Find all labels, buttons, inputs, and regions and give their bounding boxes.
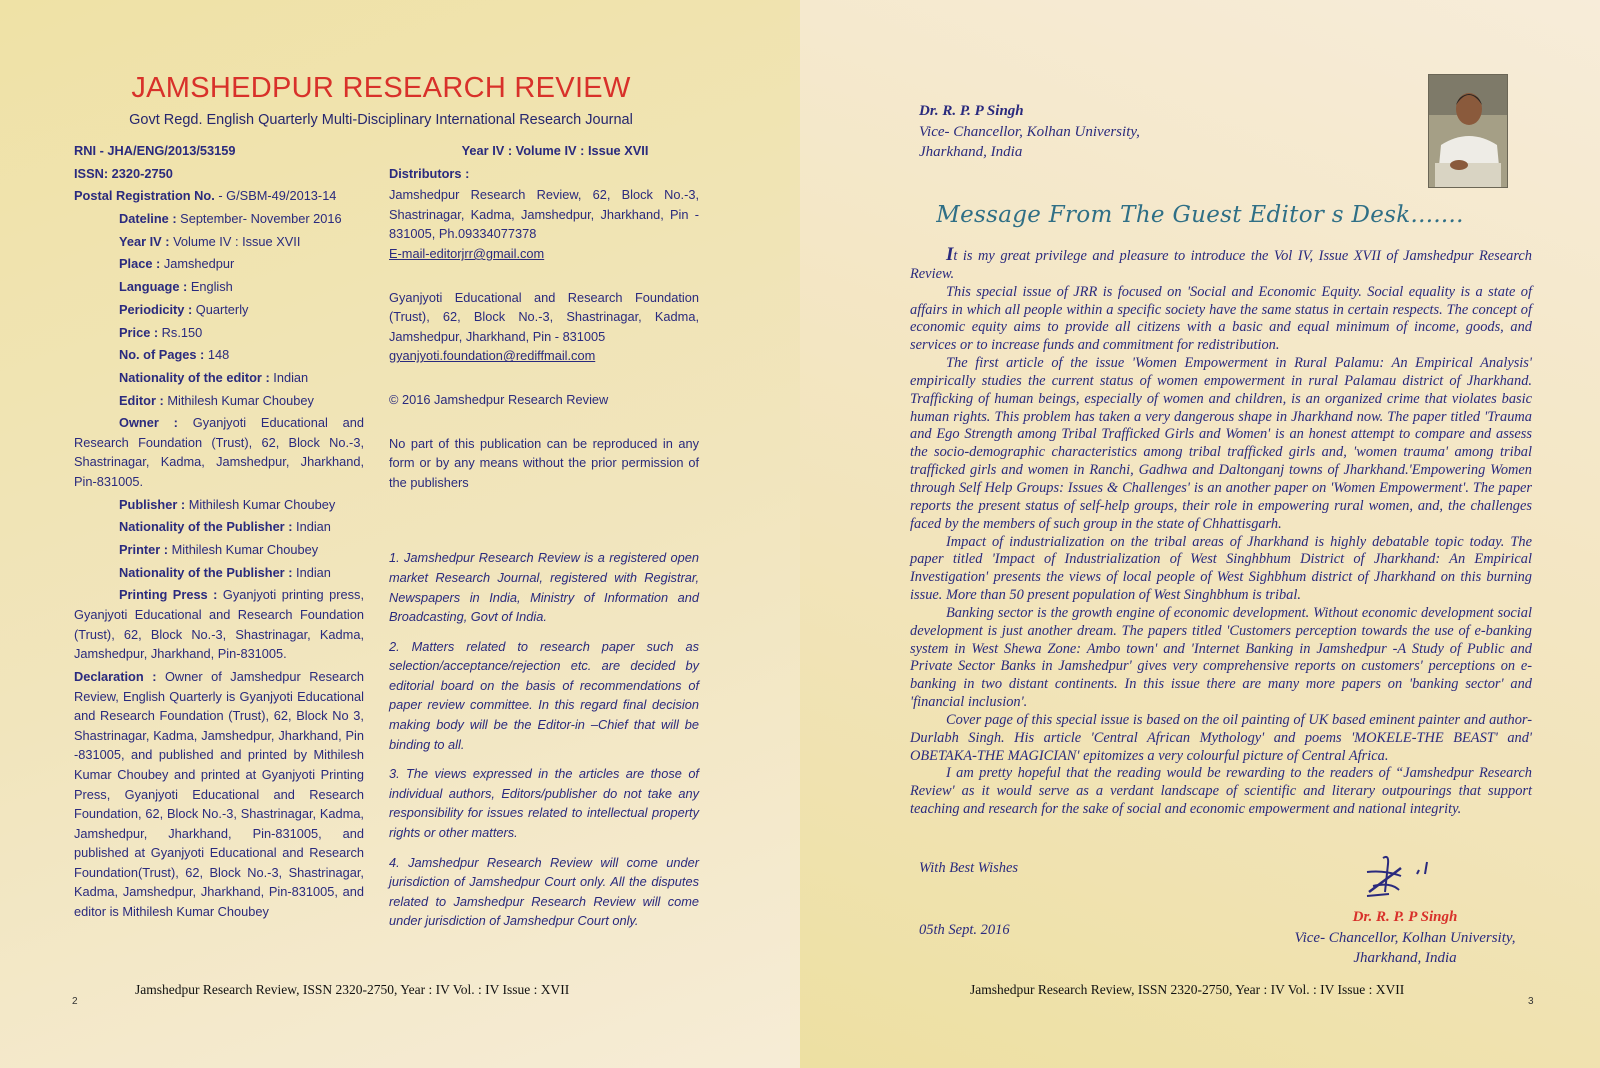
- publisher-nationality-2: Nationality of the Publisher : Indian: [119, 564, 331, 580]
- editor-nationality: Nationality of the editor : Indian: [119, 369, 309, 385]
- foundation-email[interactable]: gyanjyoti.foundation@rediffmail.com: [389, 348, 596, 364]
- distributor-address: Jamshedpur Research Review, 62, Block No.-3, Shastrinagar, Kadma, Jamshedpur, Jharkhand, Pin - 831005, Ph.09334077378: [389, 187, 699, 242]
- message-paragraph: I am pretty hopeful that the reading would be rewarding to the readers of “Jamshedpur Research Review' as it would serve as a verdant landscape of scientific and literary outpourings that support teaching and research for the sake of social and economic empowerment and national integrity.: [910, 765, 1532, 818]
- message-paragraph: This special issue of JRR is focused on 'Social and Economic Equity. Social equality is a state of affairs in which all people within a specific society have the same status in certain respects. The concept of economic equity aims to provide all citizens with a basic and equal minimum of income, goods, and services or to increase funds and commitment for redistribution.: [910, 283, 1532, 354]
- rni-number: RNI - JHA/ENG/2013/53159: [74, 143, 236, 158]
- issn-number: ISSN: 2320-2750: [74, 165, 173, 181]
- notes-list: [389, 548, 699, 931]
- note-item: 4. Jamshedpur Research Review will come under jurisdiction of Jamshedpur Court only. All the disputes related to Jamshedpur Research Review will come under jurisdiction of Jamshedpur Court only.: [389, 854, 699, 929]
- periodicity: Periodicity : Quarterly: [119, 301, 249, 317]
- journal-subtitle: Govt Regd. English Quarterly Multi-Disciplinary International Research Journal: [129, 112, 633, 128]
- left-footer: Jamshedpur Research Review, ISSN 2320-2750, Year : IV Vol. : IV Issue : XVII: [135, 982, 570, 997]
- message-paragraph: It is my great privilege and pleasure to introduce the Vol IV, Issue XVII of Jamshedpur Research Review.: [910, 244, 1532, 282]
- note-item: 1. Jamshedpur Research Review is a registered open market Research Journal, registered with Registrar, Newspapers in India, Ministry of Information and Broadcasting, Govt of India.: [389, 550, 699, 625]
- language: Language : English: [119, 279, 233, 295]
- distributors-label: Distributors :: [389, 165, 470, 181]
- note-item: 3. The views expressed in the articles are those of individual authors, Editors/publisher do not take any responsibility for issues related to intellectual property rights or other matters.: [389, 766, 699, 841]
- printer: Printer : Mithilesh Kumar Choubey: [119, 542, 319, 558]
- printing-press: Printing Press : Gyanjyoti printing press, Gyanjyoti Educational and Research Foundation (Trust), 62, Block No.-3, Shastrinagar, Kadma, Jamshedpur, Jharkhand, Pin-831005.: [74, 587, 364, 662]
- message-date: 05th Sept. 2016: [919, 922, 1010, 938]
- journal-title: JAMSHEDPUR RESEARCH REVIEW: [131, 72, 631, 104]
- right-page-number: 3: [1528, 996, 1534, 1007]
- place: Place : Jamshedpur: [119, 256, 235, 272]
- right-footer: Jamshedpur Research Review, ISSN 2320-2750, Year : IV Vol. : IV Issue : XVII: [970, 982, 1405, 997]
- issue-heading: Year IV : Volume IV : Issue XVII: [461, 143, 649, 158]
- year-volume: Year IV : Volume IV : Issue XVII: [119, 233, 301, 249]
- message-paragraph: The first article of the issue 'Women Empowerment in Rural Palamu: An Empirical Analysis' empirically studies the current status of women empowerment in rural Palamau district of Jharkhand. Trafficking of human beings, especially of women and children, is an organized crime that violates basic human rights. This problem has taken a very dangerous shape in Jharkhand now. The paper titled 'Trauma and Ego Strength among Tribal Trafficked Girls and Women' is an honest attempt to compare and assess the socio-demographic characteristics among tribal trafficked girls and, 'women trauma' among tribal trafficked girls and women in Ranchi, Gadhwa and Daltonganj towns of Jharkhand.'Empowering Women through Self Help Groups: Issues & Challenges' is an another paper on 'Women Empowerment'. The paper reports the present status of self-help groups, their role in empowering rural women, and, the challenges faced by the members of such group in the state of Chhattisgarh.: [910, 355, 1532, 532]
- message-paragraph: Banking sector is the growth engine of economic development. Without economic development social development is just another dream. The papers titled 'Customers perception towards the use of e-banking system in West Shewa Zone: Ambo town' and 'Internet Banking in Jamshedpur -A Study of Public and Private Sector Banks in Jamshedpur' gives very comprehensive reports on customers' perceptions on e- banking in two distant continents. In this issue there are many more papers on 'banking sector' and 'financial inclusion'.: [910, 604, 1532, 711]
- signatory-title: Vice- Chancellor, Kolhan University,: [1294, 929, 1516, 946]
- message-body: [910, 246, 1532, 819]
- distributor-email[interactable]: E-mail-editorjrr@gmail.com: [389, 245, 545, 261]
- owner: Owner : Gyanjyoti Educational and Research Foundation (Trust), 62, Block No.-3, Shastrinagar, Kadma, Jamshedpur, Jharkhand, Pin-831005.: [74, 415, 364, 490]
- message-paragraph: Cover page of this special issue is based on the oil painting of UK based eminent painter and author- Durlabh Singh. His article 'Central African Mythology' and poems 'MOKELE-THE BEAST' and' OBETAKA-THE MAGICIAN' epitomizes a very colourful picture of Central Africa.: [910, 711, 1532, 764]
- declaration: Declaration : Owner of Jamshedpur Research Review, English Quarterly is Gyanjyoti Educational and Research Foundation (Trust), 62, Block No 3, Shastrinagar, Kadma, Jamshedpur, Jharkhand, Pin -831005, and published and printed by Mithilesh Kumar Choubey and printed at Gyanjyoti Printing Press, Gyanjyoti Educational and Research Foundation, 62, Block No.-3, Shastrinagar, Kadma, Jamshedpur, Jharkhand, Pin-831005, and published at Gyanjyoti Educational and Research Foundation(Trust), 62, Block No.-3, Shastrinagar, Kadma, Jamshedpur, Jharkhand, Pin-831005, and editor is Mithilesh Kumar Choubey: [74, 668, 364, 920]
- price: Price : Rs.150: [119, 324, 203, 340]
- publisher: Publisher : Mithilesh Kumar Choubey: [119, 496, 336, 512]
- signature-icon: [1355, 852, 1455, 902]
- author-name: Dr. R. P. P Singh: [919, 103, 1024, 119]
- copyright: © 2016 Jamshedpur Research Review: [389, 391, 609, 407]
- author-place: Jharkhand, India: [919, 144, 1023, 160]
- signatory-place: Jharkhand, India: [1353, 950, 1457, 966]
- signatory-name: Dr. R. P. P Singh: [1352, 909, 1458, 925]
- note-item: 2. Matters related to research paper such as selection/acceptance/rejection etc. are decided by editorial board on the basis of recommendations of paper review committee. In this regard final decision making body will be the Editor-in –Chief that will be binding to all.: [389, 638, 699, 752]
- page-count: No. of Pages : 148: [119, 347, 230, 363]
- drop-cap: I: [946, 244, 954, 265]
- dateline: Dateline : September- November 2016: [119, 211, 342, 227]
- message-title: Message From The Guest Editor s Desk.......: [936, 202, 1464, 228]
- author-block: [919, 101, 1140, 163]
- signature-block: [1275, 907, 1535, 969]
- author-title: Vice- Chancellor, Kolhan University,: [919, 123, 1140, 140]
- foundation-address: Gyanjyoti Educational and Research Foundation (Trust), 62, Block No.-3, Shastrinagar, Kadma, Jamshedpur, Jharkhand, Pin - 831005: [389, 289, 699, 344]
- left-page-number: 2: [72, 996, 78, 1007]
- publisher-nationality: Nationality of the Publisher : Indian: [119, 519, 331, 535]
- publication-details: [74, 141, 364, 925]
- message-paragraph: Impact of industrialization on the tribal areas of Jharkhand is highly debatable topic today. The paper titled 'Impact of Industrialization of West Singhbhum District of Jharkhand: An Empirical Investigation' presents the views of local people of West Sighbhum district of Jharkhand on this burning issue. More than 50 present population of West Singhbhum is tribal.: [910, 533, 1532, 604]
- editor: Editor : Mithilesh Kumar Choubey: [119, 392, 314, 408]
- author-photo: [1428, 74, 1508, 188]
- rights-notice: No part of this publication can be reproduced in any form or by any means without the prior permission of the publishers: [389, 435, 699, 490]
- best-wishes: With Best Wishes: [919, 860, 1019, 876]
- distribution-column: [389, 141, 699, 941]
- postal-registration: Postal Registration No. - G/SBM-49/2013-14: [74, 188, 337, 204]
- author-portrait-icon: [1429, 75, 1507, 187]
